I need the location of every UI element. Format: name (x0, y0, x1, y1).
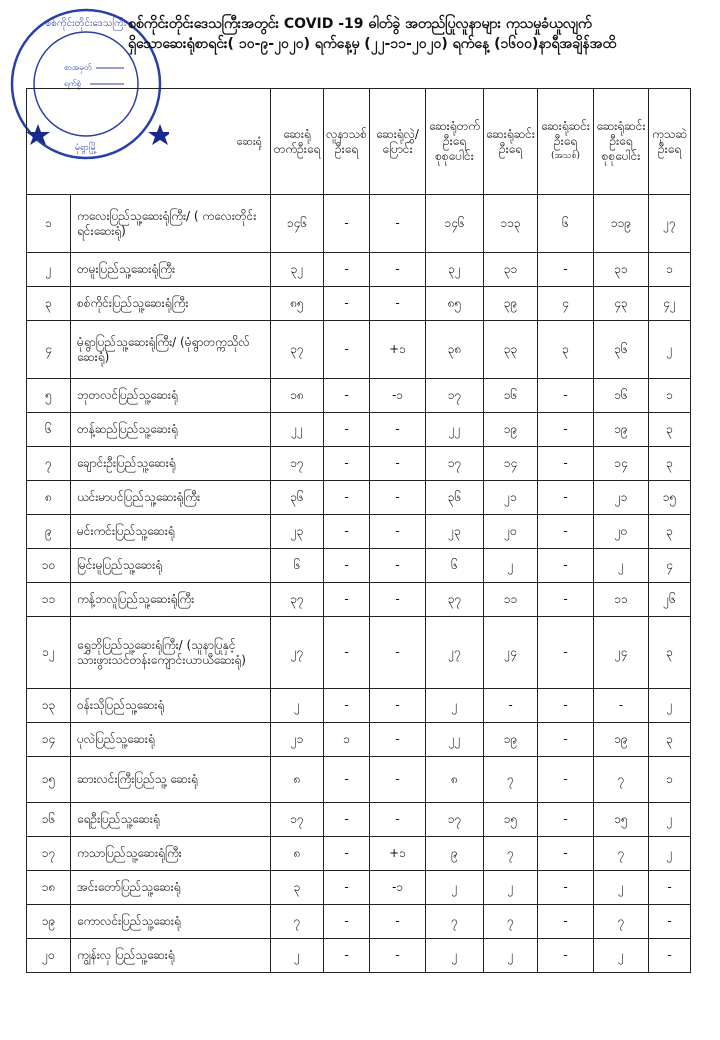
hospital-name-cell: ရေဦးပြည်သူ့ဆေးရုံ (71, 803, 271, 837)
header-discharged-new (538, 89, 594, 195)
seal-bottom-text: မုံရွာမြို့ (74, 143, 98, 153)
discharged-total-cell: ၇ (594, 837, 649, 871)
table-row (27, 253, 691, 287)
seal-top-text: စစ်ကိုင်းတိုင်းဒေသကြီး (45, 18, 127, 29)
admitted-cell: ၁၈ (271, 379, 324, 413)
discharged-new-cell: - (538, 837, 594, 871)
new-patients-cell: - (324, 617, 370, 689)
table-row (27, 905, 691, 939)
discharged-total-cell: ၃၆ (594, 321, 649, 379)
discharged-new-cell: - (538, 413, 594, 447)
seal-line-b: ရက်စွဲ (64, 79, 81, 88)
under-treatment-cell: ၁ (649, 757, 691, 803)
under-treatment-cell: ၂ (649, 689, 691, 723)
discharged-new-cell: - (538, 871, 594, 905)
admitted-total-cell: ၃၂ (426, 253, 484, 287)
admitted-cell: ၃ (271, 871, 324, 905)
table-row (27, 939, 691, 973)
table-row (27, 481, 691, 515)
discharged-total-cell: ၁၉ (594, 413, 649, 447)
admitted-cell: ၂ (271, 939, 324, 973)
table-row (27, 837, 691, 871)
under-treatment-cell: ၁ (649, 253, 691, 287)
discharged-cell: ၂၀ (484, 515, 538, 549)
discharged-total-cell: ၇ (594, 905, 649, 939)
seal-line-a: စာအမှတ် (64, 63, 92, 72)
row-number-cell: ၅ (27, 379, 71, 413)
discharged-new-cell: - (538, 905, 594, 939)
discharged-cell: ၃၃ (484, 321, 538, 379)
hospital-name-cell: ကောလင်းပြည်သူ့ဆေးရုံ (71, 905, 271, 939)
hospital-name-cell: ယင်းမာပင်ပြည်သူ့ဆေးရုံကြီး (71, 481, 271, 515)
transfer-cell: +၁ (370, 321, 426, 379)
discharged-total-cell: ၁၁ (594, 583, 649, 617)
header-new-patients: လူနာသစ်ဦးရေ (324, 89, 370, 195)
row-number-cell: ၁၄ (27, 723, 71, 757)
admitted-total-cell: ၃၇ (426, 583, 484, 617)
row-number-cell: ၇ (27, 447, 71, 481)
table-row (27, 871, 691, 905)
admitted-cell: ၁၇ (271, 447, 324, 481)
under-treatment-cell: ၄၂ (649, 287, 691, 321)
table-row (27, 287, 691, 321)
discharged-new-cell: - (538, 617, 594, 689)
discharged-cell: ၃၉ (484, 287, 538, 321)
discharged-total-cell: ၂ (594, 871, 649, 905)
table-row (27, 321, 691, 379)
hospital-name-cell: ကလေးပြည်သူ့ဆေးရုံကြီး/ ( ကလေးတိုင်းရင်းဆေးရုံ) (71, 195, 271, 253)
new-patients-cell: - (324, 689, 370, 723)
transfer-cell: - (370, 583, 426, 617)
header-admitted: ဆေးရုံတက်ဦးရေ (271, 89, 324, 195)
new-patients-cell: - (324, 757, 370, 803)
under-treatment-cell: ၂ (649, 837, 691, 871)
admitted-total-cell: ၈၅ (426, 287, 484, 321)
hospital-name-cell: ဝန်းသိုပြည်သူ့ဆေးရုံ (71, 689, 271, 723)
under-treatment-cell: - (649, 871, 691, 905)
title-line-2: ရှိသောဆေးရုံစာရင်း( ၁၀-၉-၂၀၂၀) ရက်နေ့မှ (၂၂-၁၁-၂၀၂၀) ရက်နေ့ (၁၆၀၀)နာရီအချိန်အထိ (128, 36, 616, 52)
discharged-total-cell: ၂၁ (594, 481, 649, 515)
hospital-name-cell: မင်းကင်းပြည်သူ့ဆေးရုံ (71, 515, 271, 549)
transfer-cell: - (370, 447, 426, 481)
admitted-total-cell: ၂၇ (426, 617, 484, 689)
hospital-name-cell: မြင်းမူပြည်သူ့ဆေးရုံ (71, 549, 271, 583)
row-number-cell: ၂ (27, 253, 71, 287)
admitted-cell: ၂၁ (271, 723, 324, 757)
discharged-new-cell: - (538, 481, 594, 515)
discharged-cell: ၁၁၃ (484, 195, 538, 253)
transfer-cell: - (370, 549, 426, 583)
under-treatment-cell: - (649, 939, 691, 973)
discharged-new-cell: - (538, 379, 594, 413)
row-number-cell: ၁၃ (27, 689, 71, 723)
discharged-total-cell: ၂၀ (594, 515, 649, 549)
row-number-cell: ၁၅ (27, 757, 71, 803)
under-treatment-cell: ၃ (649, 617, 691, 689)
discharged-cell: ၇ (484, 757, 538, 803)
row-number-cell: ၁၈ (27, 871, 71, 905)
new-patients-cell: - (324, 253, 370, 287)
new-patients-cell: - (324, 379, 370, 413)
admitted-cell: ၃၇ (271, 583, 324, 617)
table-row (27, 583, 691, 617)
hospital-name-cell: ကန့်ဘလူပြည်သူ့ဆေးရုံကြီး (71, 583, 271, 617)
admitted-total-cell: ၆ (426, 549, 484, 583)
row-number-cell: ၁၉ (27, 905, 71, 939)
discharged-new-cell: - (538, 515, 594, 549)
transfer-cell: - (370, 515, 426, 549)
hospital-name-cell: ချောင်းဦးပြည်သူ့ဆေးရုံ (71, 447, 271, 481)
admitted-total-cell: ၁၇ (426, 803, 484, 837)
admitted-cell: ၂၂ (271, 413, 324, 447)
discharged-cell: ၁၆ (484, 379, 538, 413)
admitted-total-cell: ၁၇ (426, 447, 484, 481)
under-treatment-cell: ၂ (649, 321, 691, 379)
hospital-name-cell: ရွှေဘိုပြည်သူ့ဆေးရုံကြီး/ (သူနာပြုနှင့်သားဖွားသင်တန်းကျောင်းယာယီဆေးရုံ) (71, 617, 271, 689)
admitted-total-cell: ၃၆ (426, 481, 484, 515)
under-treatment-cell: ၃ (649, 447, 691, 481)
new-patients-cell: - (324, 905, 370, 939)
title-line-1: စစ်ကိုင်းတိုင်းဒေသကြီးအတွင်း COVID -19 ဓါတ်ခွဲ အတည်ပြုလူနာများ ကုသမှုခံယူလျက် (128, 16, 592, 32)
admitted-total-cell: ၂၂ (426, 723, 484, 757)
discharged-cell: ၂၄ (484, 617, 538, 689)
hospital-name-cell: တမူးပြည်သူ့ဆေးရုံကြီး (71, 253, 271, 287)
under-treatment-cell: ၁၅ (649, 481, 691, 515)
transfer-cell: - (370, 757, 426, 803)
row-number-cell: ၂၀ (27, 939, 71, 973)
document-title (128, 14, 708, 54)
table-row (27, 195, 691, 253)
discharged-new-cell: - (538, 757, 594, 803)
transfer-cell: - (370, 195, 426, 253)
hospital-name-cell: တန့်ဆည်ပြည်သူ့ဆေးရုံ (71, 413, 271, 447)
new-patients-cell: - (324, 287, 370, 321)
under-treatment-cell: ၁ (649, 379, 691, 413)
transfer-cell: -၁ (370, 871, 426, 905)
admitted-total-cell: ၁၇ (426, 379, 484, 413)
discharged-new-cell: - (538, 549, 594, 583)
row-number-cell: ၁ (27, 195, 71, 253)
admitted-total-cell: ၂၃ (426, 515, 484, 549)
under-treatment-cell: ၃ (649, 413, 691, 447)
discharged-total-cell: ၂ (594, 549, 649, 583)
discharged-cell: ၁၅ (484, 803, 538, 837)
row-number-cell: ၄ (27, 321, 71, 379)
admitted-total-cell: ၈ (426, 757, 484, 803)
transfer-cell: +၁ (370, 837, 426, 871)
table-row (27, 723, 691, 757)
discharged-new-cell: - (538, 723, 594, 757)
under-treatment-cell: ၃ (649, 723, 691, 757)
header-discharged: ဆေးရုံဆင်းဦးရေ (484, 89, 538, 195)
transfer-cell: -၁ (370, 379, 426, 413)
new-patients-cell: - (324, 413, 370, 447)
transfer-cell: - (370, 481, 426, 515)
discharged-total-cell: ၂၄ (594, 617, 649, 689)
admitted-cell: ၇ (271, 905, 324, 939)
discharged-new-cell: - (538, 583, 594, 617)
transfer-cell: - (370, 287, 426, 321)
admitted-total-cell: ၂ (426, 871, 484, 905)
header-admitted-total: ဆေးရုံတက်ဦးရေစုစုပေါင်း (426, 89, 484, 195)
new-patients-cell: ၁ (324, 723, 370, 757)
admitted-cell: ၈ (271, 837, 324, 871)
discharged-cell: - (484, 689, 538, 723)
new-patients-cell: - (324, 481, 370, 515)
discharged-new-cell: - (538, 447, 594, 481)
transfer-cell: - (370, 905, 426, 939)
new-patients-cell: - (324, 939, 370, 973)
discharged-cell: ၁၉ (484, 413, 538, 447)
row-number-cell: ၁၀ (27, 549, 71, 583)
hospital-name-cell: ဘုတလင်ပြည်သူ့ဆေးရုံ (71, 379, 271, 413)
admitted-cell: ၁၇ (271, 803, 324, 837)
transfer-cell: - (370, 617, 426, 689)
table-row (27, 379, 691, 413)
header-discharged-total: ဆေးရုံဆင်းဦးရေစုစုပေါင်း (594, 89, 649, 195)
new-patients-cell: - (324, 837, 370, 871)
admitted-cell: ၂၃ (271, 515, 324, 549)
table-row (27, 617, 691, 689)
discharged-total-cell: ၁၉ (594, 723, 649, 757)
admitted-total-cell: ၉ (426, 837, 484, 871)
discharged-cell: ၁၄ (484, 447, 538, 481)
discharged-total-cell: ၂ (594, 939, 649, 973)
header-hospital: ဆေးရုံ (236, 134, 262, 148)
under-treatment-cell: ၄ (649, 549, 691, 583)
hospital-name-cell: ကသာပြည်သူ့ဆေးရုံကြီး (71, 837, 271, 871)
discharged-total-cell: ၄၃ (594, 287, 649, 321)
discharged-new-cell: - (538, 939, 594, 973)
admitted-total-cell: ၁၄၆ (426, 195, 484, 253)
transfer-cell: - (370, 939, 426, 973)
discharged-new-cell: - (538, 803, 594, 837)
under-treatment-cell: ၂ (649, 803, 691, 837)
hospital-name-cell: ပုလဲပြည်သူ့ဆေးရုံ (71, 723, 271, 757)
table-row (27, 515, 691, 549)
discharged-total-cell: ၇ (594, 757, 649, 803)
transfer-cell: - (370, 413, 426, 447)
row-number-cell: ၆ (27, 413, 71, 447)
new-patients-cell: - (324, 549, 370, 583)
discharged-cell: ၂ (484, 939, 538, 973)
discharged-cell: ၇ (484, 837, 538, 871)
admitted-cell: ၂၇ (271, 617, 324, 689)
new-patients-cell: - (324, 515, 370, 549)
discharged-total-cell: ၁၅ (594, 803, 649, 837)
transfer-cell: - (370, 723, 426, 757)
under-treatment-cell: ၂၇ (649, 195, 691, 253)
header-discharged-new-label: ဆေးရုံဆင်းဦးရေ (541, 119, 590, 148)
row-number-cell: ၁၁ (27, 583, 71, 617)
admitted-cell: ၃၇ (271, 321, 324, 379)
transfer-cell: - (370, 253, 426, 287)
transfer-cell: - (370, 803, 426, 837)
discharged-cell: ၇ (484, 905, 538, 939)
discharged-total-cell: ၁၁၉ (594, 195, 649, 253)
table-row (27, 447, 691, 481)
admitted-cell: ၂ (271, 689, 324, 723)
row-number-cell: ၁၆ (27, 803, 71, 837)
new-patients-cell: - (324, 583, 370, 617)
table-row (27, 689, 691, 723)
hospital-name-cell: မုံရွာပြည်သူ့ဆေးရုံကြီး/ (မုံရွာတက္ကသိုလ်ဆေးရုံ) (71, 321, 271, 379)
transfer-cell: - (370, 689, 426, 723)
new-patients-cell: - (324, 447, 370, 481)
header-transfer: ဆေးရုံလွှဲ/ပြောင်း (370, 89, 426, 195)
admitted-total-cell: ၂ (426, 689, 484, 723)
admitted-cell: ၃၂ (271, 253, 324, 287)
hospital-name-cell: အင်းတော်ပြည်သူ့ဆေးရုံ (71, 871, 271, 905)
header-corner (27, 89, 271, 195)
discharged-new-cell: ၆ (538, 195, 594, 253)
admitted-total-cell: ၃၈ (426, 321, 484, 379)
new-patients-cell: - (324, 871, 370, 905)
discharged-cell: ၂ (484, 549, 538, 583)
discharged-cell: ၂ (484, 871, 538, 905)
under-treatment-cell: - (649, 905, 691, 939)
admitted-total-cell: ၇ (426, 905, 484, 939)
admitted-cell: ၈၅ (271, 287, 324, 321)
header-row (27, 89, 691, 195)
under-treatment-cell: ၂၆ (649, 583, 691, 617)
covid-hospital-table (26, 88, 691, 973)
header-discharged-new-sub: (အသစ်) (550, 151, 581, 161)
discharged-total-cell: ၃၁ (594, 253, 649, 287)
discharged-new-cell: - (538, 689, 594, 723)
discharged-new-cell: ၃ (538, 321, 594, 379)
admitted-cell: ၆ (271, 549, 324, 583)
admitted-total-cell: ၂၂ (426, 413, 484, 447)
new-patients-cell: - (324, 321, 370, 379)
discharged-total-cell: - (594, 689, 649, 723)
discharged-new-cell: ၄ (538, 287, 594, 321)
admitted-total-cell: ၂ (426, 939, 484, 973)
row-number-cell: ၃ (27, 287, 71, 321)
discharged-cell: ၁၉ (484, 723, 538, 757)
hospital-name-cell: ဆားလင်းကြီးပြည်သူ့ ဆေးရုံ (71, 757, 271, 803)
table-row (27, 757, 691, 803)
discharged-cell: ၃၁ (484, 253, 538, 287)
table-row (27, 803, 691, 837)
discharged-cell: ၂၁ (484, 481, 538, 515)
row-number-cell: ၁၇ (27, 837, 71, 871)
under-treatment-cell: ၃ (649, 515, 691, 549)
new-patients-cell: - (324, 803, 370, 837)
admitted-cell: ၁၄၆ (271, 195, 324, 253)
discharged-total-cell: ၁၆ (594, 379, 649, 413)
header-under-treatment: ကုသဆဲဦးရေ (649, 89, 691, 195)
hospital-name-cell: ကျွန်းလှ ပြည်သူ့ဆေးရုံ (71, 939, 271, 973)
discharged-total-cell: ၁၄ (594, 447, 649, 481)
row-number-cell: ၉ (27, 515, 71, 549)
admitted-cell: ၈ (271, 757, 324, 803)
table-row (27, 413, 691, 447)
row-number-cell: ၈ (27, 481, 71, 515)
discharged-new-cell: - (538, 253, 594, 287)
row-number-cell: ၁၂ (27, 617, 71, 689)
table-row (27, 549, 691, 583)
hospital-name-cell: စစ်ကိုင်းပြည်သူ့ဆေးရုံကြီး (71, 287, 271, 321)
admitted-cell: ၃၆ (271, 481, 324, 515)
discharged-cell: ၁၁ (484, 583, 538, 617)
new-patients-cell: - (324, 195, 370, 253)
